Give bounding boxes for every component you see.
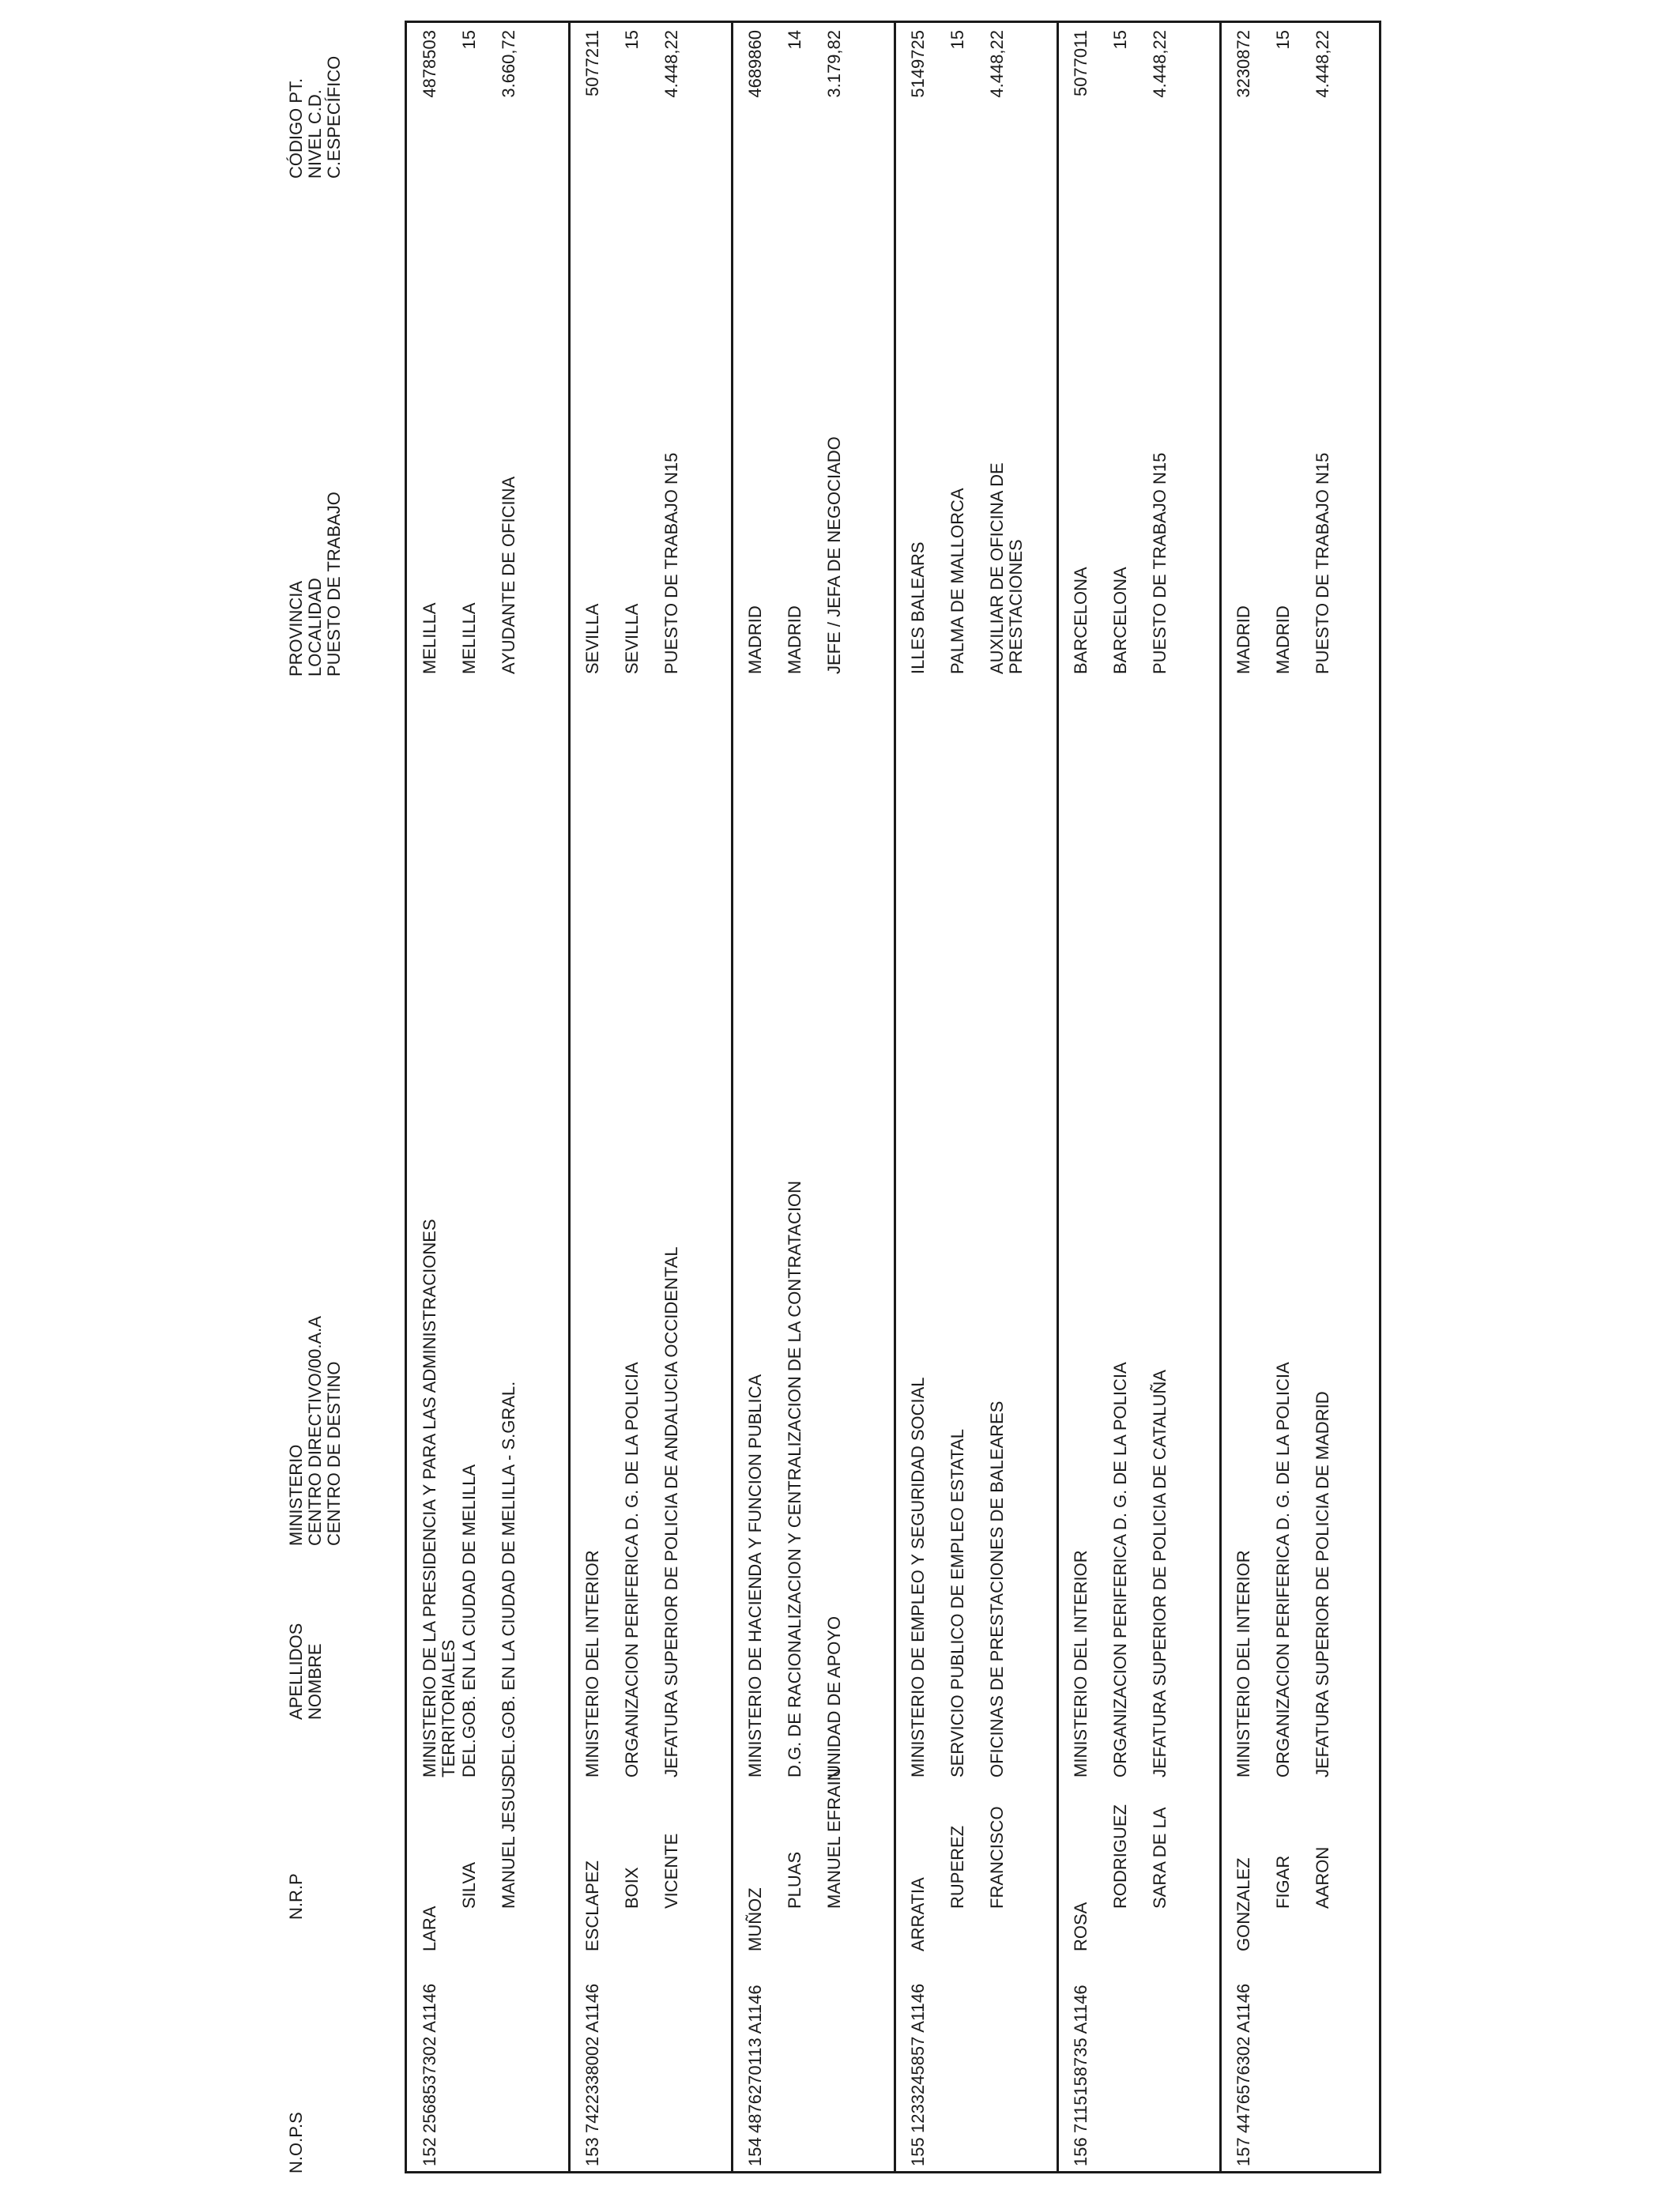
especifico-value: 3.660,72 bbox=[499, 30, 518, 98]
nops-value: 155 bbox=[908, 2137, 928, 2166]
puesto-value: PUESTO DE TRABAJO N15 bbox=[661, 452, 681, 674]
codigo-value: 5077011 bbox=[1071, 30, 1090, 97]
centro-destino-value: JEFATURA SUPERIOR DE POLICIA DE ANDALUCIA OCCIDENTAL bbox=[661, 1246, 681, 1777]
puesto-value: PUESTO DE TRABAJO N15 bbox=[1150, 452, 1170, 674]
record-row bbox=[895, 23, 1058, 2171]
especifico-value: 4.448,22 bbox=[1313, 30, 1332, 98]
provincia-value: MADRID bbox=[745, 605, 765, 674]
especifico-value: 3.179,82 bbox=[824, 30, 844, 98]
puesto-value: JEFE / JEFA DE NEGOCIADO bbox=[824, 436, 844, 674]
puesto-value: PUESTO DE TRABAJO N15 bbox=[1313, 452, 1332, 674]
nrp-value: 2568537302 A1146 bbox=[420, 1983, 439, 2133]
ministerio-value: MINISTERIO DE HACIENDA Y FUNCION PUBLICA bbox=[745, 1374, 765, 1777]
nivel-value: 14 bbox=[785, 30, 804, 50]
header-nivel-line: NIVEL C.D. bbox=[305, 89, 326, 179]
localidad-value: SEVILLA bbox=[622, 603, 642, 674]
nops-value: 152 bbox=[420, 2137, 439, 2166]
header-ministerio bbox=[287, 1316, 345, 1546]
centro-directivo-value: D.G. DE RACIONALIZACION Y CENTRALIZACION DE LA CONTRATACION bbox=[785, 1180, 804, 1777]
header-codigo-line: CÓDIGO PT. bbox=[286, 77, 306, 179]
ministerio-value: MINISTERIO DEL INTERIOR bbox=[1071, 1550, 1090, 1777]
nrp-value: 7115158735 A1146 bbox=[1071, 1985, 1090, 2133]
localidad-value: MADRID bbox=[1273, 605, 1293, 674]
record-row bbox=[733, 23, 895, 2171]
apellido1-value: LARA bbox=[420, 1906, 439, 1951]
especifico-value: 4.448,22 bbox=[661, 30, 681, 98]
nops-value: 154 bbox=[745, 2137, 765, 2166]
codigo-value: 3230872 bbox=[1234, 30, 1253, 98]
especifico-value: 4.448,22 bbox=[1150, 30, 1170, 98]
codigo-value: 5149725 bbox=[908, 30, 928, 98]
apellido2-value: RUPEREZ bbox=[947, 1825, 967, 1909]
header-centro-directivo-line: CENTRO DIRECTIVO/00.A.A bbox=[305, 1316, 326, 1546]
nivel-value: 15 bbox=[1273, 30, 1293, 50]
provincia-value: MADRID bbox=[1234, 605, 1253, 674]
ministerio-value: MINISTERIO DE EMPLEO Y SEGURIDAD SOCIAL bbox=[908, 1377, 928, 1777]
apellido2-value: FIGAR bbox=[1273, 1855, 1293, 1909]
nombre-value: SARA DE LA bbox=[1150, 1807, 1170, 1909]
header-provincia-line: PROVINCIA bbox=[286, 580, 306, 677]
header-apellidos bbox=[287, 1623, 325, 1720]
localidad-value: PALMA DE MALLORCA bbox=[947, 488, 967, 674]
nops-value: 153 bbox=[582, 2137, 602, 2166]
localidad-value: MADRID bbox=[785, 605, 804, 674]
centro-destino-value: DEL.GOB. EN LA CIUDAD DE MELILLA - S.GRAL. bbox=[499, 1381, 518, 1777]
record-row bbox=[1221, 23, 1379, 2171]
nombre-value: FRANCISCO bbox=[987, 1806, 1007, 1909]
centro-directivo-value: SERVICIO PUBLICO DE EMPLEO ESTATAL bbox=[947, 1429, 967, 1777]
apellido1-value: MUÑOZ bbox=[745, 1887, 765, 1951]
apellido1-value: ARRATIA bbox=[908, 1877, 928, 1951]
codigo-value: 5077211 bbox=[582, 30, 602, 97]
apellido1-value: ESCLAPEZ bbox=[582, 1860, 602, 1951]
especifico-value: 4.448,22 bbox=[987, 30, 1007, 98]
centro-directivo-value: ORGANIZACION PERIFERICA D. G. DE LA POLICIA bbox=[1273, 1362, 1293, 1777]
header-especifico-line: C.ESPECÍFICO bbox=[324, 55, 345, 179]
ministerio-value: MINISTERIO DEL INTERIOR bbox=[1234, 1550, 1253, 1777]
header-puesto-line: PUESTO DE TRABAJO bbox=[324, 492, 345, 677]
record-row bbox=[407, 23, 570, 2171]
nrp-value: 7422338002 A1146 bbox=[582, 1983, 602, 2133]
centro-destino-value: JEFATURA SUPERIOR DE POLICIA DE MADRID bbox=[1313, 1391, 1332, 1777]
centro-directivo-value: ORGANIZACION PERIFERICA D. G. DE LA POLICIA bbox=[622, 1362, 642, 1777]
header-nrp bbox=[287, 1873, 306, 1920]
nombre-value: AARON bbox=[1313, 1846, 1332, 1909]
apellido2-value: RODRIGUEZ bbox=[1110, 1804, 1130, 1909]
header-localidad-line: LOCALIDAD bbox=[305, 578, 326, 677]
provincia-value: MELILLA bbox=[420, 602, 439, 674]
nrp-value: 4476576302 A1146 bbox=[1234, 1983, 1253, 2133]
nombre-value: VICENTE bbox=[661, 1833, 681, 1909]
nrp-value: 1233245857 A1146 bbox=[908, 1983, 928, 2133]
localidad-value: BARCELONA bbox=[1110, 567, 1130, 674]
header-nrp-label: N.R.P bbox=[286, 1873, 306, 1920]
centro-destino-value: OFICINAS DE PRESTACIONES DE BALEARES bbox=[987, 1400, 1007, 1777]
codigo-value: 4878503 bbox=[420, 30, 439, 98]
nops-value: 156 bbox=[1071, 2137, 1090, 2166]
header-nops-label: N.O.P.S bbox=[286, 2112, 306, 2173]
nivel-value: 15 bbox=[622, 30, 642, 50]
puesto-value: AYUDANTE DE OFICINA bbox=[499, 476, 518, 674]
nops-value: 157 bbox=[1234, 2137, 1253, 2166]
header-centro-destino-line: CENTRO DE DESTINO bbox=[324, 1361, 345, 1546]
record-row bbox=[570, 23, 733, 2171]
nivel-value: 15 bbox=[947, 30, 967, 50]
header-apellidos-line: APELLIDOS bbox=[286, 1623, 306, 1720]
header-nombre-line: NOMBRE bbox=[305, 1643, 326, 1720]
provincia-value: BARCELONA bbox=[1071, 567, 1090, 674]
apellido1-value: ROSA bbox=[1071, 1902, 1090, 1951]
header-provincia bbox=[287, 492, 345, 677]
centro-destino-value: UNIDAD DE APOYO bbox=[824, 1615, 844, 1777]
header-codigo bbox=[287, 56, 345, 179]
ministerio-value: MINISTERIO DE LA PRESIDENCIA Y PARA LAS ADMINISTRACIONES TERRITORIALES bbox=[420, 1219, 458, 1777]
header-ministerio-line: MINISTERIO bbox=[286, 1444, 306, 1546]
records-table bbox=[405, 21, 1381, 2173]
localidad-value: MELILLA bbox=[459, 602, 479, 674]
nrp-value: 4876270113 A1146 bbox=[745, 1985, 765, 2133]
codigo-value: 4689860 bbox=[745, 30, 765, 98]
record-row bbox=[1058, 23, 1221, 2171]
provincia-value: ILLES BALEARS bbox=[908, 541, 928, 674]
apellido2-value: PLUAS bbox=[785, 1851, 804, 1909]
apellido2-value: SILVA bbox=[459, 1861, 479, 1909]
puesto-value: AUXILIAR DE OFICINA DE PRESTACIONES bbox=[987, 462, 1026, 674]
nivel-value: 15 bbox=[1110, 30, 1130, 50]
centro-directivo-value: DEL.GOB. EN LA CIUDAD DE MELILLA bbox=[459, 1464, 479, 1777]
header-nops bbox=[287, 2112, 306, 2173]
centro-directivo-value: ORGANIZACION PERIFERICA D. G. DE LA POLICIA bbox=[1110, 1362, 1130, 1777]
ministerio-value: MINISTERIO DEL INTERIOR bbox=[582, 1550, 602, 1777]
centro-destino-value: JEFATURA SUPERIOR DE POLICIA DE CATALUÑA bbox=[1150, 1370, 1170, 1777]
apellido2-value: BOIX bbox=[622, 1867, 642, 1909]
nombre-value: MANUEL EFRAIN bbox=[824, 1768, 844, 1909]
apellido1-value: GONZALEZ bbox=[1234, 1857, 1253, 1951]
provincia-value: SEVILLA bbox=[582, 603, 602, 674]
nivel-value: 15 bbox=[459, 30, 479, 50]
nombre-value: MANUEL JESUS bbox=[499, 1776, 518, 1909]
